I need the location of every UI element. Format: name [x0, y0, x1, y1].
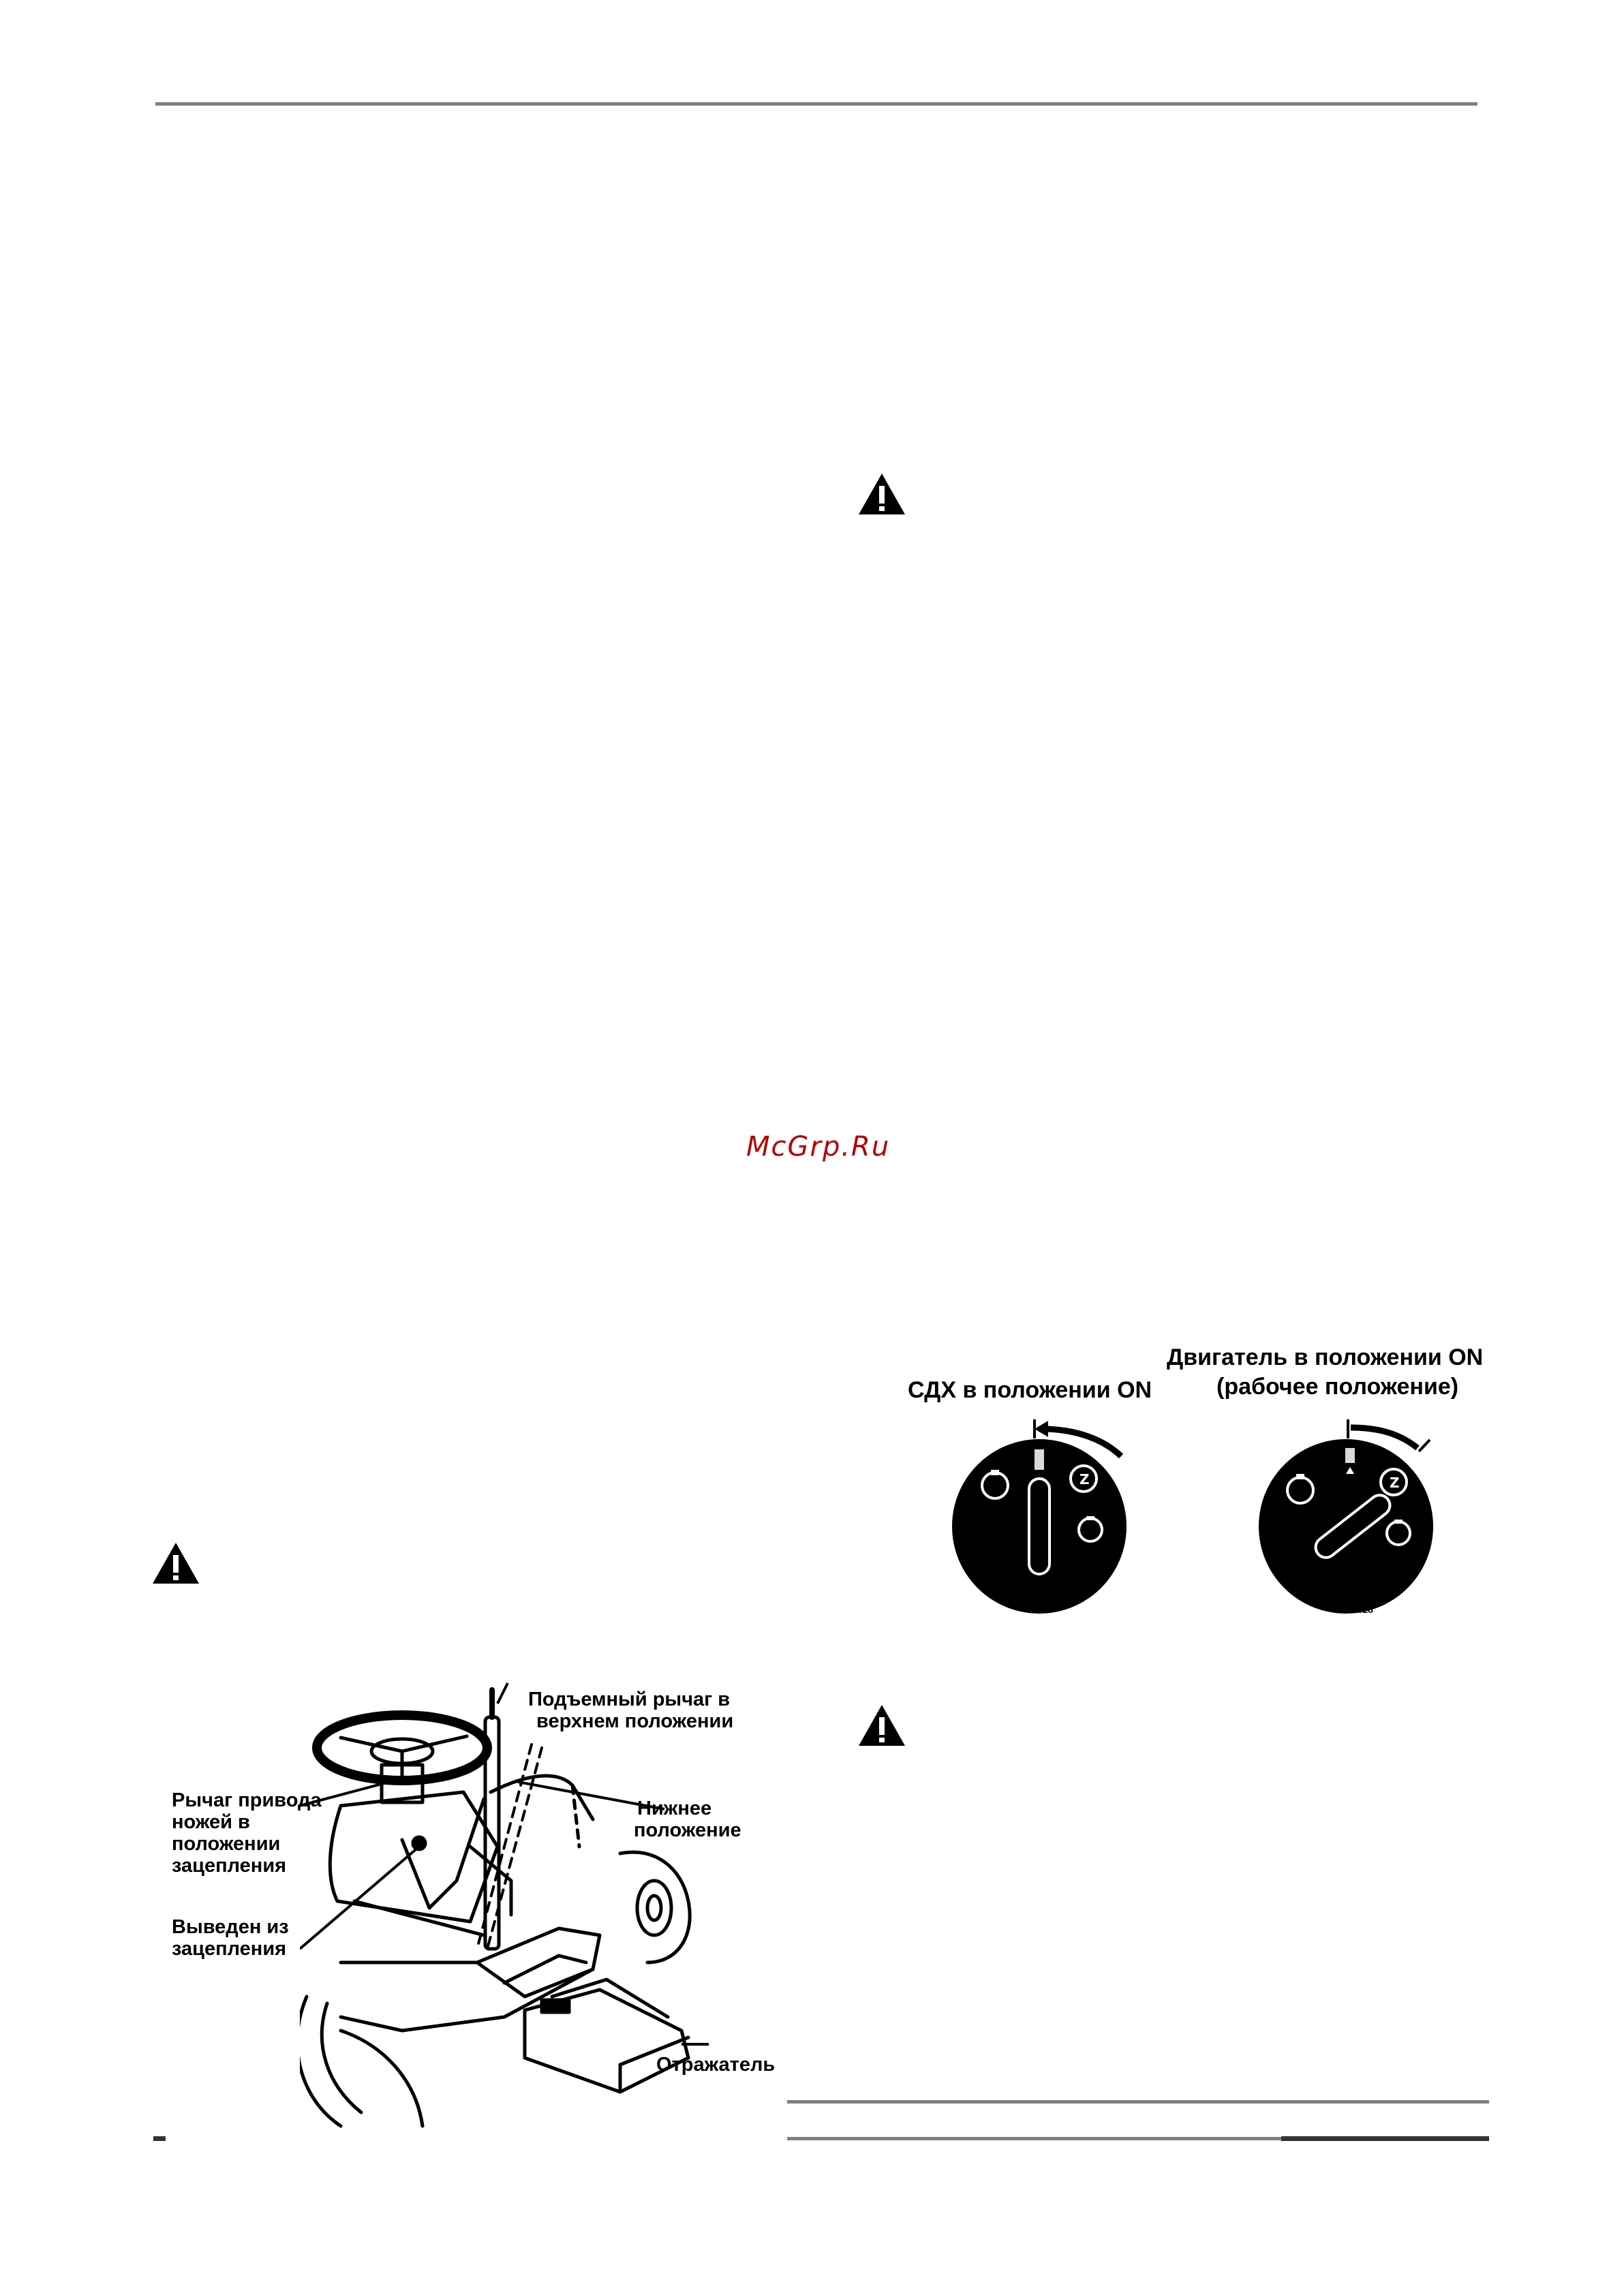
warning-icon	[151, 1541, 200, 1585]
dial-right-title-line1: Двигатель в положении ON	[1167, 1344, 1484, 1370]
label-blade-engaged-line3: положении	[172, 1833, 281, 1855]
figure-code: 02828	[1347, 1604, 1373, 1615]
bottom-mark-left	[153, 2136, 166, 2141]
bottom-rule-lower-dark	[1281, 2136, 1489, 2141]
label-blade-engaged-line4: зацепления	[172, 1855, 287, 1877]
label-lift-up-line1: Подъемный рычаг в	[528, 1689, 731, 1710]
bottom-rule-upper	[787, 2100, 1489, 2104]
label-lift-up-line2: верхнем положении	[536, 1710, 734, 1732]
label-disengaged-line2: зацепления	[172, 1938, 287, 1960]
label-blade-engaged-line1: Рычаг привода	[172, 1789, 322, 1811]
label-blade-engaged-line2: ножей в	[172, 1811, 250, 1833]
label-disengaged-line1: Выведен из	[172, 1916, 289, 1938]
warning-icon	[857, 472, 906, 516]
pto-switch-dial	[947, 1414, 1145, 1618]
engine-switch-dial	[1254, 1414, 1452, 1618]
svg-text:Z: Z	[1079, 1471, 1090, 1488]
top-rule	[155, 102, 1477, 106]
label-lower-line1: Нижнее	[637, 1798, 712, 1819]
watermark: McGrp.Ru	[746, 1131, 891, 1162]
dial-left-title: СДХ в положении ON	[908, 1377, 1152, 1403]
warning-icon	[857, 1704, 906, 1747]
svg-text:Z: Z	[1390, 1475, 1400, 1491]
dial-right-title-line2: (рабочее положение)	[1216, 1374, 1459, 1400]
label-deflector: Отражатель	[656, 2054, 776, 2076]
label-lower-line2: положение	[634, 1819, 741, 1841]
